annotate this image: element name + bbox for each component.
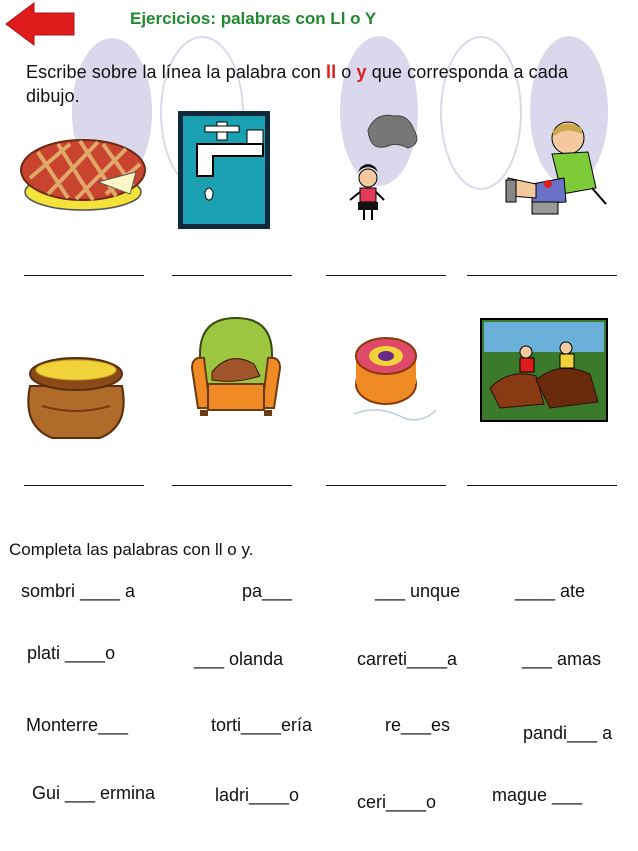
word-item[interactable]: ___ amas — [522, 649, 602, 669]
back-arrow-button[interactable] — [4, 1, 76, 47]
word-item[interactable]: Gui ___ ermina — [32, 783, 156, 803]
answer-line[interactable] — [24, 485, 144, 486]
answer-line[interactable] — [467, 485, 617, 486]
faucet-icon — [177, 110, 271, 230]
answer-line[interactable] — [172, 485, 292, 486]
pot-of-gold-icon — [22, 346, 130, 444]
word-item[interactable]: sombri ____ a — [21, 581, 136, 601]
answer-line[interactable] — [326, 275, 446, 276]
answer-line[interactable] — [467, 275, 617, 276]
word-item[interactable]: torti____ería — [211, 715, 313, 735]
word-item[interactable]: ___ unque — [375, 581, 461, 601]
girl-and-stone-icon — [342, 108, 432, 226]
answer-line[interactable] — [172, 275, 292, 276]
picture-faucet — [177, 110, 271, 230]
word-item[interactable]: ___ olanda — [194, 649, 284, 669]
yoyo-icon — [348, 334, 442, 426]
picture-pot-of-gold — [22, 346, 130, 444]
page-title: Ejercicios: palabras con Ll o Y — [130, 9, 377, 28]
armchair-cat-icon — [190, 314, 282, 418]
word-item[interactable]: carreti____a — [357, 649, 458, 669]
word-item[interactable]: ladri____o — [215, 785, 300, 805]
picture-armchair-cat — [190, 314, 282, 418]
word-item[interactable]: pa___ — [242, 581, 293, 601]
answer-line[interactable] — [326, 485, 446, 486]
picture-pie — [18, 122, 148, 214]
picture-yoyo — [348, 334, 442, 426]
word-item[interactable]: Monterre___ — [26, 715, 129, 735]
word-item[interactable]: pandi___ a — [523, 723, 613, 743]
answer-line[interactable] — [24, 275, 144, 276]
word-item[interactable]: ceri____o — [357, 792, 437, 812]
word-item[interactable]: ____ ate — [515, 581, 586, 601]
word-item[interactable]: plati ____o — [27, 643, 116, 663]
horse-race-icon — [480, 318, 608, 422]
pie-icon — [18, 122, 148, 214]
picture-girl-stone — [342, 108, 432, 226]
picture-injured-boy — [502, 118, 610, 220]
section-heading: Completa las palabras con ll o y. — [9, 540, 254, 559]
injured-boy-icon — [502, 118, 610, 220]
word-item[interactable]: re___es — [385, 715, 451, 735]
arrow-left-icon — [4, 1, 76, 47]
instructions: Escribe sobre la línea la palabra con ll o y que corresponda a cada dibujo. — [26, 62, 569, 106]
word-item[interactable]: mague ___ — [492, 785, 583, 805]
picture-horse-race — [480, 318, 608, 422]
